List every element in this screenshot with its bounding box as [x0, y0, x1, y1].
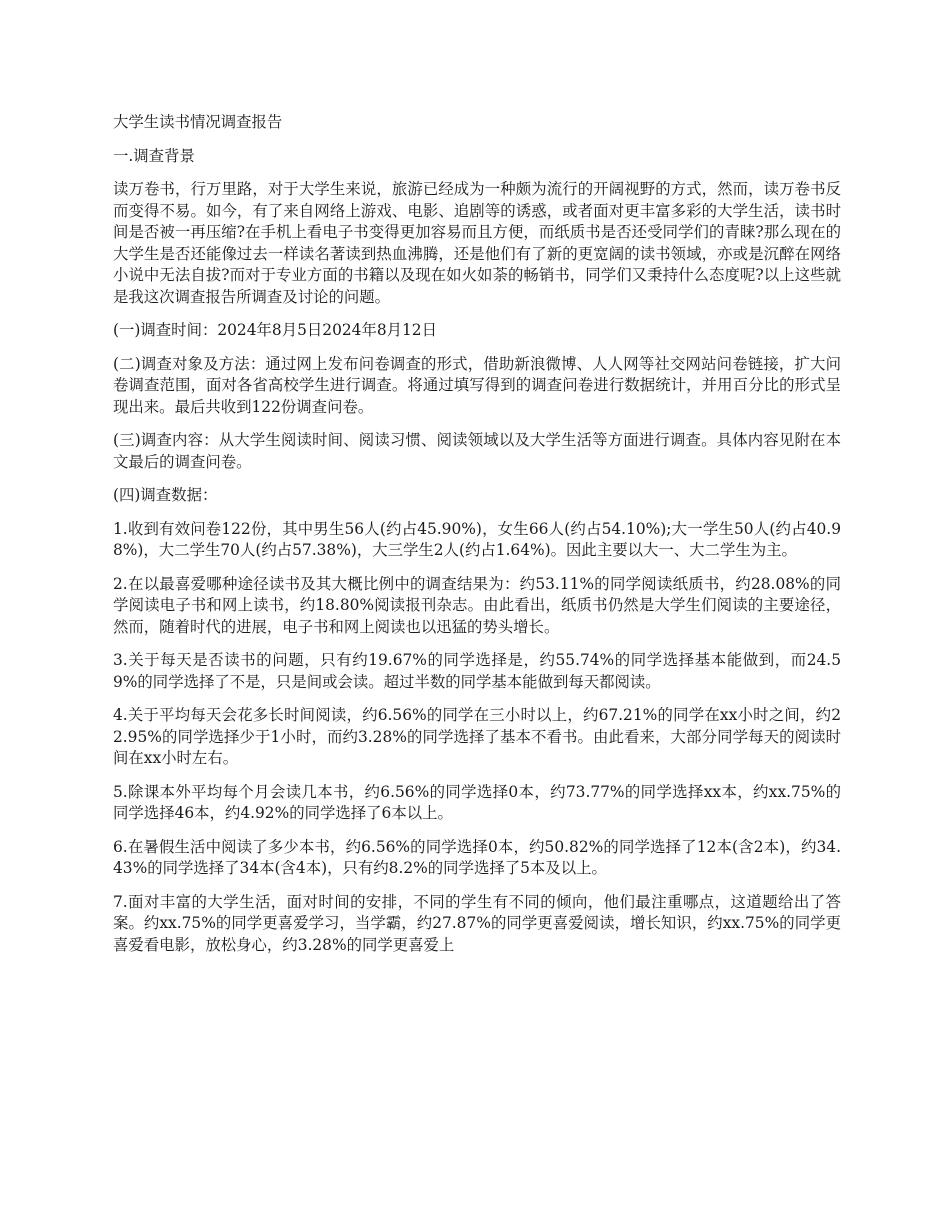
- paragraph-data-item-4: 4.关于平均每天会花多长时间阅读，约6.56%的同学在三小时以上，约67.21%的同学在xx小时之间，约22.95%的同学选择少于1小时，而约3.28%的同学选择了基本不看书。由此看来，大部分同学每天的阅读时间在xx小时左右。: [113, 706, 841, 767]
- paragraph-background: 读万卷书，行万里路，对于大学生来说，旅游已经成为一种颇为流行的开阔视野的方式，然而，读万卷书反而变得不易。如今，有了来自网络上游戏、电影、追剧等的诱惑，或者面对更丰富多彩的大学生活，读书时间是否被一再压缩?在手机上看电子书变得更加容易而且方便，而纸质书是否还受同学们的青睐?那么现在的大学生是否还能像过去一样读名著读到热血沸腾，还是他们有了新的更宽阔的读书领域，亦或是沉醉在网络小说中无法自拔?而对于专业方面的书籍以及现在如火如荼的畅销书，同学们又秉持什么态度呢?以上这些就是我这次调查报告所调查及讨论的问题。: [113, 180, 841, 306]
- paragraph-data-item-3: 3.关于每天是否读书的问题，只有约19.67%的同学选择是，约55.74%的同学选择基本能做到，而24.59%的同学选择了不是，只是间或会读。超过半数的同学基本能做到每天都阅读。: [113, 651, 841, 691]
- paragraph-survey-data-heading: (四)调查数据：: [113, 486, 218, 504]
- paragraph-data-item-2: 2.在以最喜爱哪种途径读书及其大概比例中的调查结果为：约53.11%的同学阅读纸质书，约28.08%的同学阅读电子书和网上读书，约18.80%阅读报刊杂志。由此看出，纸质书仍然是大学生们阅读的主要途径，然而，随着时代的进展，电子书和网上阅读也以迅猛的势头增长。: [113, 574, 841, 636]
- paragraph-survey-content: (三)调查内容：从大学生阅读时间、阅读习惯、阅读领域以及大学生活等方面进行调查。具体内容见附在本文最后的调查问卷。: [113, 431, 841, 471]
- paragraph-survey-method: (二)调查对象及方法：通过网上发布问卷调查的形式，借助新浪微博、人人网等社交网站问卷链接，扩大问卷调查范围，面对各省高校学生进行调查。将通过填写得到的调查问卷进行数据统计，并用百分比的形式呈现出来。最后共收到122份调查问卷。: [113, 354, 841, 416]
- document-title: 大学生读书情况调查报告: [113, 113, 283, 131]
- paragraph-data-item-1: 1.收到有效问卷122份，其中男生56人(约占45.90%)，女生66人(约占54.10%);大一学生50人(约占40.98%)，大二学生70人(约占57.38%)，大三学生2人(约占1.64%)。因此主要以大一、大二学生为主。: [113, 519, 841, 559]
- paragraph-survey-time: (一)调查时间：2024年8月5日2024年8月12日: [113, 321, 437, 339]
- paragraph-data-item-6: 6.在暑假生活中阅读了多少本书，约6.56%的同学选择0本，约50.82%的同学选择了12本(含2本)，约34.43%的同学选择了34本(含4本)，只有约8.2%的同学选择了5本及以上。: [113, 837, 841, 877]
- document-page: [113, 112, 841, 968]
- section-heading-background: 一.调查背景: [113, 146, 195, 165]
- paragraph-data-item-7: 7.面对丰富的大学生活，面对时间的安排，不同的学生有不同的倾向，他们最注重哪点，这道题给出了答案。约xx.75%的同学更喜爱学习，当学霸，约27.87%的同学更喜爱阅读，增长知识，约xx.75%的同学更喜爱看电影，放松身心，约3.28%的同学更喜爱上: [113, 892, 841, 954]
- paragraph-data-item-5: 5.除课本外平均每个月会读几本书，约6.56%的同学选择0本，约73.77%的同学选择xx本，约xx.75%的同学选择46本，约4.92%的同学选择了6本以上。: [113, 782, 841, 822]
